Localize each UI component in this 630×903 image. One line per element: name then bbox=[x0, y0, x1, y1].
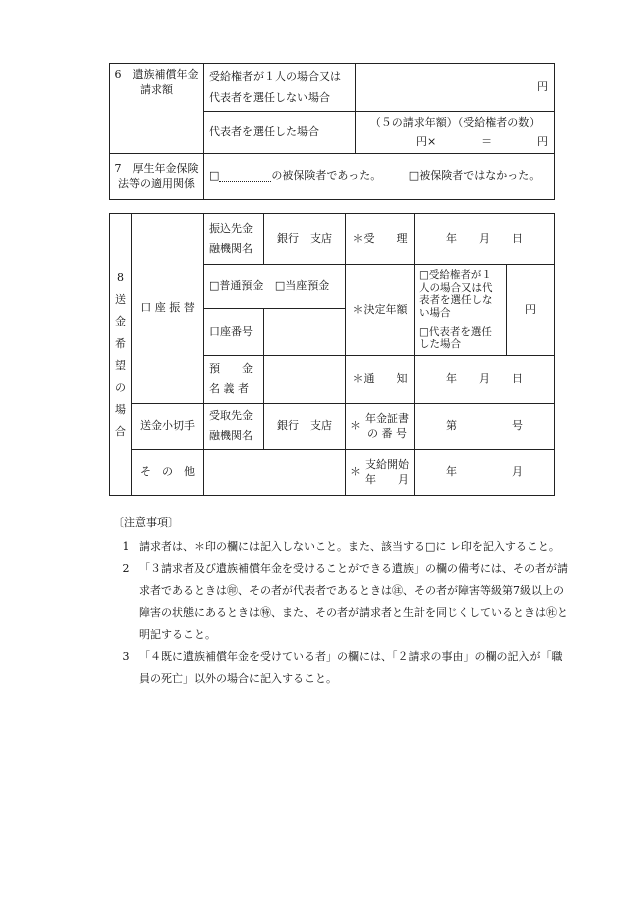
sec6-row1-line1: 受給権者が１人の場合又は bbox=[209, 69, 341, 83]
receipt-date-field[interactable]: 年 月 日 bbox=[415, 214, 555, 265]
sec7-insurance-name-field[interactable] bbox=[219, 171, 271, 182]
notes-heading: 〔注意事項〕 bbox=[113, 516, 179, 529]
sec7-label: 7 厚生年金保険法等の適用関係 bbox=[110, 154, 204, 200]
sec6-formula-row bbox=[356, 131, 554, 150]
certificate-number-field[interactable]: 第 号 bbox=[415, 404, 555, 450]
account-holder-field[interactable] bbox=[264, 356, 346, 404]
ordinary-deposit-checkbox[interactable]: □普通預金 bbox=[209, 279, 264, 293]
single-beneficiary-checkbox[interactable]: □受給権者が１人の場合又は代表者を選任しない場合 bbox=[419, 269, 493, 319]
payee-bank-label: 振込先金 融機関名 bbox=[204, 214, 264, 265]
receiving-bank-label: 受取先金 融機関名 bbox=[204, 404, 264, 450]
account-number-label: 口座番号 bbox=[204, 309, 264, 356]
decided-annual-amount-label: ＊決定年額 bbox=[346, 265, 415, 356]
pension-claim-table bbox=[109, 63, 555, 200]
sec6-row2-label: 代表者を選任した場合 bbox=[204, 112, 356, 154]
account-number-field[interactable] bbox=[264, 309, 346, 356]
decided-amount-yen: 円 bbox=[507, 265, 555, 356]
sec7-insured-text: の被保険者であった。 bbox=[271, 169, 382, 183]
representative-checkbox[interactable]: □代表者を選任した場合 bbox=[419, 325, 492, 351]
sec6-row1-label bbox=[204, 64, 356, 112]
payment-start-label: ＊ 支給開始 年 月 bbox=[346, 450, 415, 496]
deposit-type-options bbox=[204, 265, 346, 309]
note-item: 2 「３請求者及び遺族補償年金を受けることができる遺族」の欄の備考には、その者が請求者であるときは㊞、その者が代表者であるときは㊟、その者が障害等級第7級以上の障害の状態にあるときは㊕、また、その者が請求者と生計を同じくしているときは㊓と明記すること。 bbox=[122, 562, 568, 641]
sec6-row1-amount-field[interactable] bbox=[356, 64, 555, 112]
notes-section bbox=[113, 514, 568, 690]
sec7-checkbox-insured[interactable]: □ bbox=[209, 169, 220, 183]
note-item: 3 「４既に遺族補償年金を受けている者」の欄には、「２請求の事由」の欄の記入が「職員の死亡」以外の場合に記入すること。 bbox=[122, 650, 563, 685]
decided-amount-options bbox=[415, 265, 507, 356]
current-deposit-checkbox[interactable]: □当座預金 bbox=[274, 279, 330, 293]
yen-times: 円× bbox=[416, 134, 437, 148]
equals-sign: ＝ bbox=[481, 134, 493, 148]
other-label: そ の 他 bbox=[132, 450, 204, 496]
sec7-checkbox-not-insured[interactable]: □被保険者ではなかった。 bbox=[408, 169, 541, 183]
sec6-formula-head: （５の請求年額）（受給権者の数） bbox=[369, 115, 541, 129]
remittance-table bbox=[109, 213, 555, 496]
sec8-vertical-label: 8 送 金 希 望 の 場 合 bbox=[110, 214, 132, 496]
account-holder-label: 預 金 名 義 者 bbox=[204, 356, 264, 404]
receipt-label: ＊受 理 bbox=[346, 214, 415, 265]
remittance-check-label: 送金小切手 bbox=[132, 404, 204, 450]
notification-date-field[interactable]: 年 月 日 bbox=[415, 356, 555, 404]
sec6-label: 6 遺族補償年金請求額 bbox=[110, 64, 204, 154]
certificate-number-label: ＊ 年金証書 の 番 号 bbox=[346, 404, 415, 450]
yen-unit: 円 bbox=[537, 80, 548, 94]
sec6-row1-line2: 代表者を選任しない場合 bbox=[209, 90, 330, 104]
yen-unit: 円 bbox=[537, 134, 548, 148]
payment-start-field[interactable]: 年 月 bbox=[415, 450, 555, 496]
note-item: 1 請求者は、＊印の欄には記入しないこと。また、該当する□に レ印を記入すること。 bbox=[122, 540, 560, 553]
sec7-options bbox=[204, 154, 555, 200]
payee-bank-field[interactable]: 銀行 支店 bbox=[264, 214, 346, 265]
other-field[interactable] bbox=[204, 450, 346, 496]
account-transfer-label: 口 座 振 替 bbox=[132, 214, 204, 404]
sec6-row2-amount-field[interactable] bbox=[356, 112, 555, 154]
receiving-bank-field[interactable]: 銀行 支店 bbox=[264, 404, 346, 450]
notification-label: ＊通 知 bbox=[346, 356, 415, 404]
